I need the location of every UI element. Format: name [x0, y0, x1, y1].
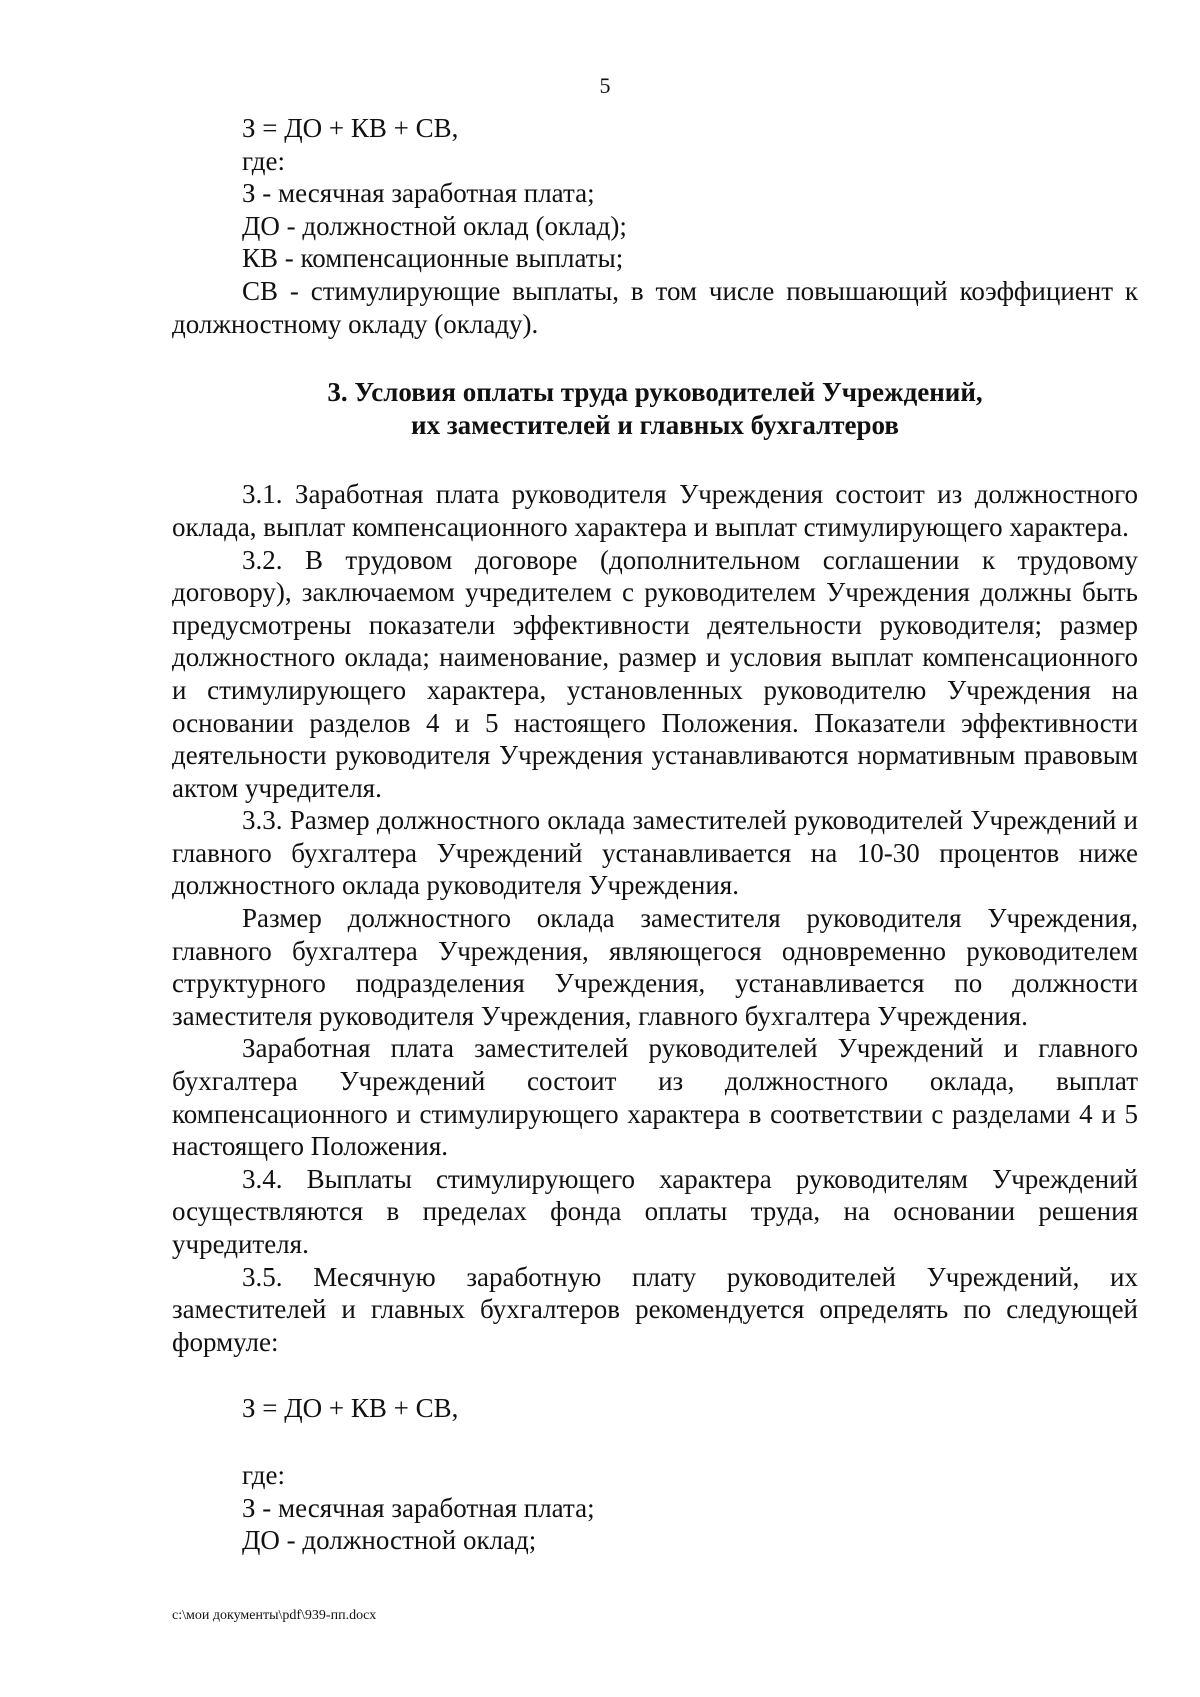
formula-1-where: где:: [242, 145, 285, 176]
formula-1-def-kv: КВ - компенсационные выплаты;: [242, 243, 624, 274]
page-content: [172, 112, 1138, 1557]
paragraph-3-2: 3.2. В трудовом договоре (дополнительном соглашении к трудовому договору), заключаемом учредителем с руководителем Учреждения должны быть предусмотрены показатели эффективности деятельности руководителя; размер должностного оклада; наименование, размер и условия выплат компенсационного и стимулирующего характера, установленных руководителю Учреждения на основании разделов 4 и 5 настоящего Положения. Показатели эффективности деятельности руководителя Учреждения устанавливаются нормативным правовым актом учредителя.: [172, 544, 1138, 803]
formula-2-def-do: ДО - должностной оклад;: [242, 1525, 537, 1556]
paragraph-3-3: 3.3. Размер должностного оклада заместителей руководителей Учреждений и главного бухгалтера Учреждений устанавливается на 10-30 процентов ниже должностного оклада руководителя Учреждения.: [172, 805, 1138, 901]
spacer: [172, 1425, 1138, 1459]
section-heading: [172, 376, 1138, 441]
formula-1: З = ДО + КВ + СВ,: [242, 113, 459, 143]
section-heading-line-2: их заместителей и главных бухгалтеров: [411, 409, 899, 440]
footer-file-path: c:\мои документы\pdf\939-пп.docx: [172, 1608, 377, 1623]
formula-2: З = ДО + КВ + СВ,: [242, 1393, 459, 1424]
paragraph-3-3-salary: Заработная плата заместителей руководителей Учреждений и главного бухгалтера Учреждений состоит из должностного оклада, выплат компенсационного и стимулирующего характера в соответствии с разделами 4 и 5 настоящего Положения.: [172, 1033, 1138, 1162]
spacer: [172, 1358, 1138, 1392]
paragraph-3-3-deputy: Размер должностного оклада заместителя руководителя Учреждения, главного бухгалтера Учреждения, являющегося одновременно руководителем структурного подразделения Учреждения, устанавливается по должности заместителя руководителя Учреждения, главного бухгалтера Учреждения.: [172, 903, 1138, 1031]
formula-2-where: где:: [242, 1459, 285, 1490]
paragraph-3-5: 3.5. Месячную заработную плату руководителей Учреждений, их заместителей и главных бухгалтеров рекомендуется определять по следующей формуле:: [172, 1261, 1138, 1357]
formula-2-def-z: З - месячная заработная плата;: [242, 1492, 595, 1523]
paragraph-3-1: 3.1. Заработная плата руководителя Учреждения состоит из должностного оклада, выплат компенсационного характера и выплат стимулирующего характера.: [172, 479, 1138, 542]
formula-1-def-sv: СВ - стимулирующие выплаты, в том числе повышающий коэффициент к должностному окладу (окладу).: [172, 275, 1138, 339]
page-number: 5: [599, 73, 611, 98]
formula-1-def-z: З - месячная заработная плата;: [242, 178, 595, 209]
section-heading-line-1: 3. Условия оплаты труда руководителей Учреждений,: [327, 377, 983, 408]
formula-1-def-do: ДО - должностной оклад (оклад);: [242, 210, 627, 241]
paragraph-3-4: 3.4. Выплаты стимулирующего характера руководителям Учреждений осуществляются в пределах фонда оплаты труда, на основании решения учредителя.: [172, 1163, 1138, 1259]
